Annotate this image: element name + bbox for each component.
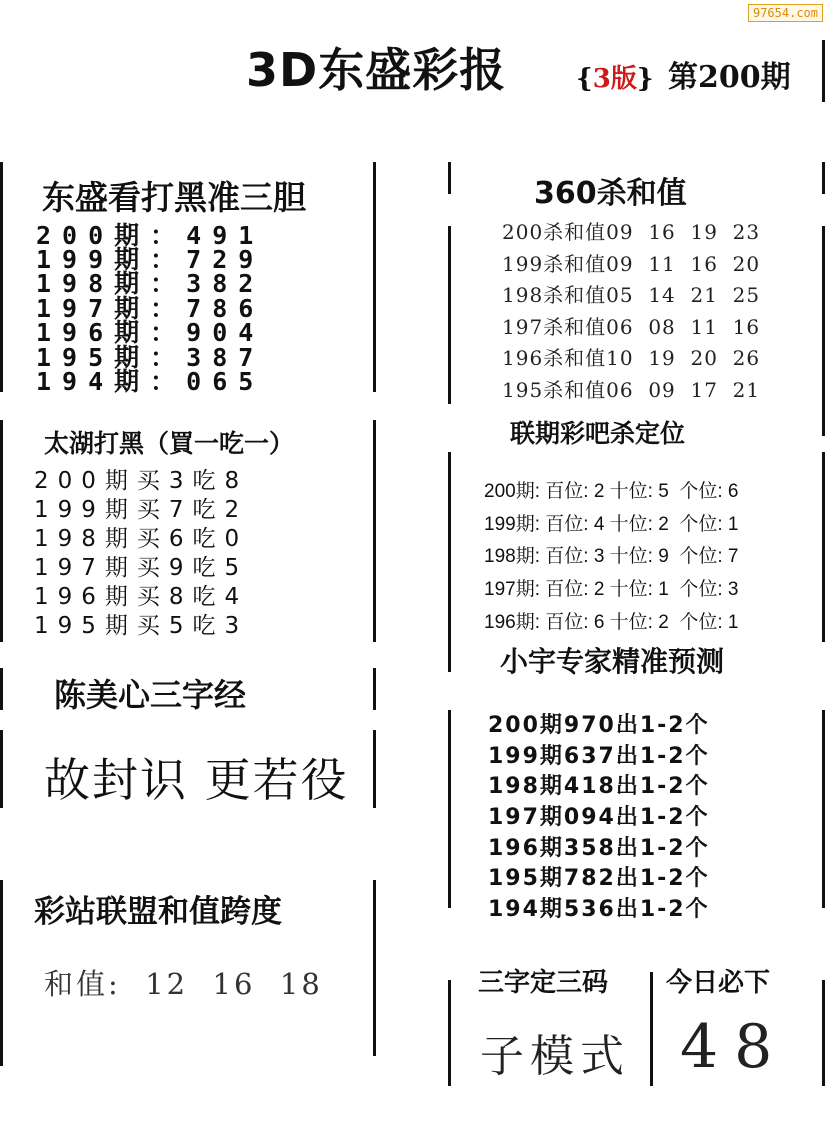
right-border [822, 226, 825, 436]
list-item: 199期: 百位: 4 十位: 2 个位: 1 [484, 514, 739, 535]
left-border [448, 226, 451, 404]
xiaoyu-list [456, 706, 816, 922]
list-item: 199期：729 [36, 245, 265, 274]
list-item: 198杀和值05 14 21 25 [502, 283, 761, 307]
list-item: 196期：904 [36, 318, 265, 347]
page-title: 3D东盛彩报 [246, 43, 507, 97]
sanzi-title-clip [456, 968, 646, 998]
list-item: 195杀和值06 09 17 21 [502, 378, 761, 402]
issue-number: 第200期 [668, 60, 791, 95]
list-item: 200期：491 [36, 221, 265, 250]
taihu-title: 太湖打黑（買一吃一） [44, 429, 295, 458]
left-border [0, 162, 3, 392]
list-item: 199杀和值09 11 16 20 [502, 252, 761, 276]
left-border [448, 980, 451, 1086]
list-item: 197期094出1-2个 [488, 805, 710, 830]
list-item: 197杀和值06 08 11 16 [502, 315, 761, 339]
list-item: 194期536出1-2个 [488, 897, 710, 922]
left-border [448, 452, 451, 672]
list-item: 196期358出1-2个 [488, 836, 710, 861]
list-item: 196期买8吃4 [34, 584, 249, 610]
jinri-number: 48 [680, 1012, 789, 1082]
edition-label: {3版} [576, 64, 654, 94]
left-border [0, 730, 3, 808]
left-border [0, 880, 3, 1066]
list-item: 195期782出1-2个 [488, 866, 710, 891]
list-item: 199期637出1-2个 [488, 744, 710, 769]
right-border [822, 980, 825, 1086]
list-item: 196杀和值10 19 20 26 [502, 346, 761, 370]
list-item: 195期：387 [36, 343, 265, 372]
chen-title: 陈美心三字经 [54, 676, 247, 714]
list-item: 198期：382 [36, 269, 265, 298]
list-item: 200杀和值09 16 19 23 [502, 220, 761, 244]
left-border [448, 710, 451, 908]
lianqi-title: 联期彩吧杀定位 [510, 419, 686, 448]
right-border [373, 162, 376, 392]
right-border [373, 668, 376, 710]
sum360-list [456, 220, 816, 404]
lianqi-title-clip [456, 412, 816, 448]
left-border [0, 420, 3, 642]
list-item: 199期买7吃2 [34, 497, 249, 523]
sanzi-title: 三字定三码 [478, 968, 609, 998]
left-border [0, 668, 3, 710]
list-item: 197期买9吃5 [34, 555, 249, 581]
right-border [373, 420, 376, 642]
sum360-title: 360杀和值 [534, 176, 687, 211]
jinri-title-clip [658, 968, 818, 998]
right-border [373, 880, 376, 1056]
list-item: 197期：786 [36, 294, 265, 323]
middle-divider [650, 972, 653, 1086]
list-item: 194期：065 [36, 367, 265, 396]
left-border [448, 162, 451, 194]
right-border [822, 452, 825, 642]
list-item: 198期418出1-2个 [488, 774, 710, 799]
list-item: 195期买5吃3 [34, 613, 249, 639]
list-item: 196期: 百位: 6 十位: 2 个位: 1 [484, 612, 739, 633]
list-item: 197期: 百位: 2 十位: 1 个位: 3 [484, 579, 739, 600]
sum360-title-clip [456, 166, 816, 211]
caizhan-text: 和值: 12 16 18 [44, 967, 323, 1001]
header-divider [822, 40, 825, 102]
right-border [822, 710, 825, 908]
list-item: 198期买6吃0 [34, 526, 249, 552]
dongsheng-title: 东盛看打黑准三胆 [42, 178, 306, 217]
right-border [373, 730, 376, 808]
jinri-title: 今日必下 [666, 968, 771, 998]
list-item: 200期: 百位: 2 十位: 5 个位: 6 [484, 481, 739, 502]
caizhan-title: 彩站联盟和值跨度 [34, 894, 282, 930]
list-item: 198期: 百位: 3 十位: 9 个位: 7 [484, 546, 739, 567]
site-watermark: 97654.com [748, 4, 823, 22]
xiaoyu-title: 小宇专家精准预测 [500, 645, 725, 678]
chen-text: 故封识 更若役 [44, 753, 349, 807]
list-item: 200期买3吃8 [34, 468, 249, 494]
sanzi-text: 子模式 [480, 1031, 630, 1082]
right-border [822, 162, 825, 194]
list-item: 200期970出1-2个 [488, 713, 710, 738]
